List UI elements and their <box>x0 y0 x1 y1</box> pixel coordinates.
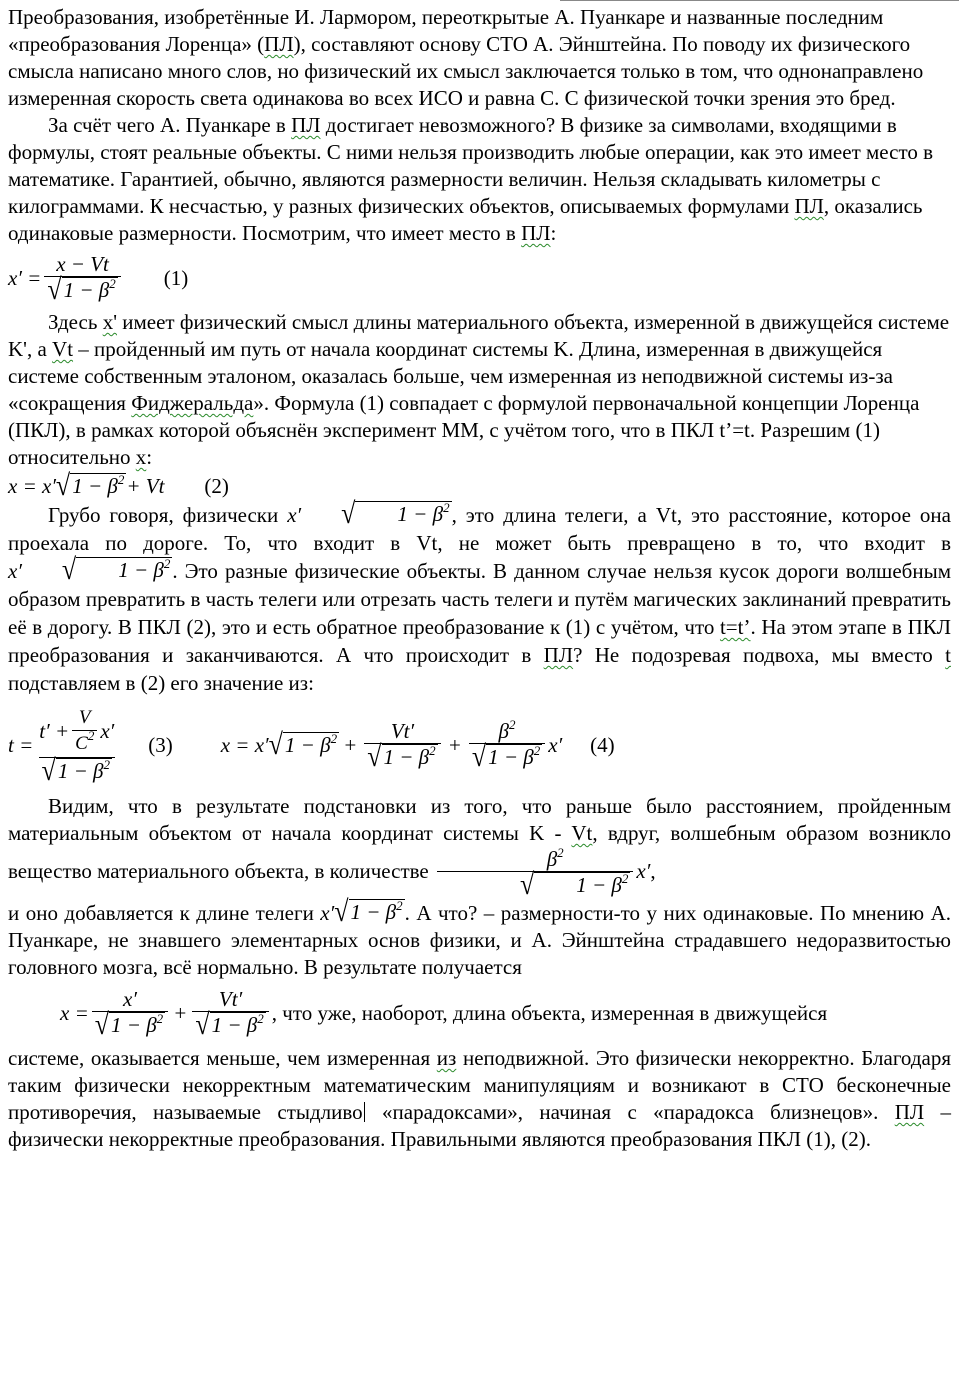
spellcheck-word: ПЛ <box>894 1100 925 1124</box>
fraction: $\beta^2$ √ $1 - \beta^2$ <box>437 847 633 899</box>
top-rule <box>560 0 959 1</box>
spellcheck-word: из <box>436 1046 457 1070</box>
equation-number: (2) <box>204 473 229 498</box>
spellcheck-word: ПЛ <box>291 113 321 137</box>
fraction: Vt′ √ $1 - \beta^2$ <box>192 987 268 1039</box>
fraction: x′ √ $1 - \beta^2$ <box>92 987 168 1039</box>
spellcheck-word: Vt <box>571 821 593 845</box>
paragraph-5: Видим, что в результате подстановки из того, что раньше было расстоянием, пройденным материальным объектом от начала координат системы K - Vt, вдруг, волшебным образом возникло вещество материального объекта, в количестве $\beta^2$ √ $1 - \beta^2$ x′, <box>8 794 951 902</box>
spellcheck-word: Фиджеральда <box>131 391 254 415</box>
text-cursor <box>364 1102 365 1122</box>
paragraph-2: За счёт чего А. Пуанкаре в ПЛ достигает невозможного? В физике за символами, входящими в формулы, стоят реальные объекты. С ними нельзя производить любые операции, как это имеет место в математике. Гарантией, обычно, являются размерности величин. Нельзя складывать километры с килограммами. К несчастью, у разных физических объектов, описываемых формулами ПЛ, оказались одинаковые размерности. Посмотрим, что имеет место в ПЛ: <box>8 113 934 245</box>
equation-number: (3) <box>148 732 173 757</box>
spellcheck-word: t=t’ <box>719 615 751 639</box>
paragraph-3: Здесь x' имеет физический смысл длины материального объекта, измеренной в движущейся системе K', а Vt – пройденный им путь от начала координат системы K. Длина, измеренная в движущейся системе собственным эталоном, оказалась больше, чем измеренная из неподвижной системы из-за «сокращения Фиджеральда». Формула (1) совпадает с формулой первоначальной концепции Лоренца (ПКЛ), в рамках которой объяснён эксперимент ММ, с учётом того, что в ПКЛ t’=t. Разрешим (1) относительно x: <box>8 310 950 469</box>
equation-number: (1) <box>163 265 189 290</box>
fraction: $\beta^2$ √ $1 - \beta^2$ <box>469 719 545 771</box>
spellcheck-word: x' <box>102 310 117 334</box>
spellcheck-word: ПЛ <box>264 32 294 56</box>
equation-number: (4) <box>590 732 615 757</box>
spellcheck-word: ПЛ <box>543 643 574 667</box>
paragraph-4: Грубо говоря, физически x′ √ $1 - \beta^2$ , это длина телеги, а Vt, это расстояние, которое она проехала по дороге. То, что входит в Vt, не может быть превращено в то, что входит в x′ √ $1 - \beta^2$ . Это разные физические объекты. В данном случае нельзя кусок дороги волшебным образом превратить в часть телеги или отрезать часть телеги и путём магических заклинаний превратить её в дорогу. В ПКЛ (2), это и есть обратное преобразование к (1) с учётом, что t=t’. На этом этапе в ПКЛ преобразования и заканчиваются. А что происходит в ПЛ? Не подозревая подвоха, мы вместо t подставляем в (2) его значение из: <box>8 496 951 695</box>
spellcheck-word: x <box>135 445 147 469</box>
spellcheck-word: ПЛ <box>521 221 551 245</box>
spellcheck-word: Vt <box>52 337 74 361</box>
equation-5: x = x′ √ $1 - \beta^2$ + Vt′ √ $1 - \beta^2$ , что уже, наоборот, длина объекта, измеренная в движущейся <box>60 987 828 1042</box>
spellcheck-word: ПЛ <box>794 194 824 218</box>
equation-1: x′ = x − Vt √ $1 - \beta^2$ (1) <box>8 252 189 307</box>
paragraph-5-cont: и оно добавляется к длине телеги x′ √ $1 - \beta^2$ . А что? – размерности-то у них одинаковые. По мнению А. Пуанкаре, не знавшего элементарных основ физики, и А. Эйнштейна страдавшего недоразвитостью головного мозга, всё нормально. В результате получается <box>8 894 951 979</box>
fraction: Vt′ √ $1 - \beta^2$ <box>364 719 440 771</box>
fraction: t′ + $\frac{V}{C^2}$ x′ √ $1 - \beta^2$ <box>39 706 115 787</box>
equations-3-4: t = t′ + $\frac{V}{C^2}$ x′ √ $1 - \beta^2$ (3) x = x′ √ $1 - \beta^2$ + Vt′ √ $1 - \beta^2$ + $\beta^2$ √ $1 - \beta^2$ x′ (4) <box>8 706 615 787</box>
paragraph-6: системе, оказывается меньше, чем измеренная из неподвижной. Это физически некорректно. Благодаря таким физически некорректным математическим манипуляциям и возникают в СТО бесконечные противоречия, называемые стыдливо «парадоксами», начиная с «парадокса близнецов». ПЛ – физически некорректные преобразования. Правильными являются преобразования ПКЛ (1), (2). <box>8 1046 952 1151</box>
fraction: x − Vt √ $1 - \beta^2$ <box>44 252 120 304</box>
paragraph-1: Преобразования, изобретённые И. Лармором, переоткрытые А. Пуанкаре и названные последним «преобразования Лоренца» (ПЛ), составляют основу СТО А. Эйнштейна. По поводу их физического смысла написано много слов, но физический их смысл заключается только в том, что однонаправлено измеренная скорость света одинакова во всех ИСО и равна С. С физической точки зрения это бред. <box>8 5 924 110</box>
equation-2: x = x′ √ $1 - \beta^2$ + Vt (2) <box>8 468 229 503</box>
spellcheck-word: t <box>945 643 951 667</box>
